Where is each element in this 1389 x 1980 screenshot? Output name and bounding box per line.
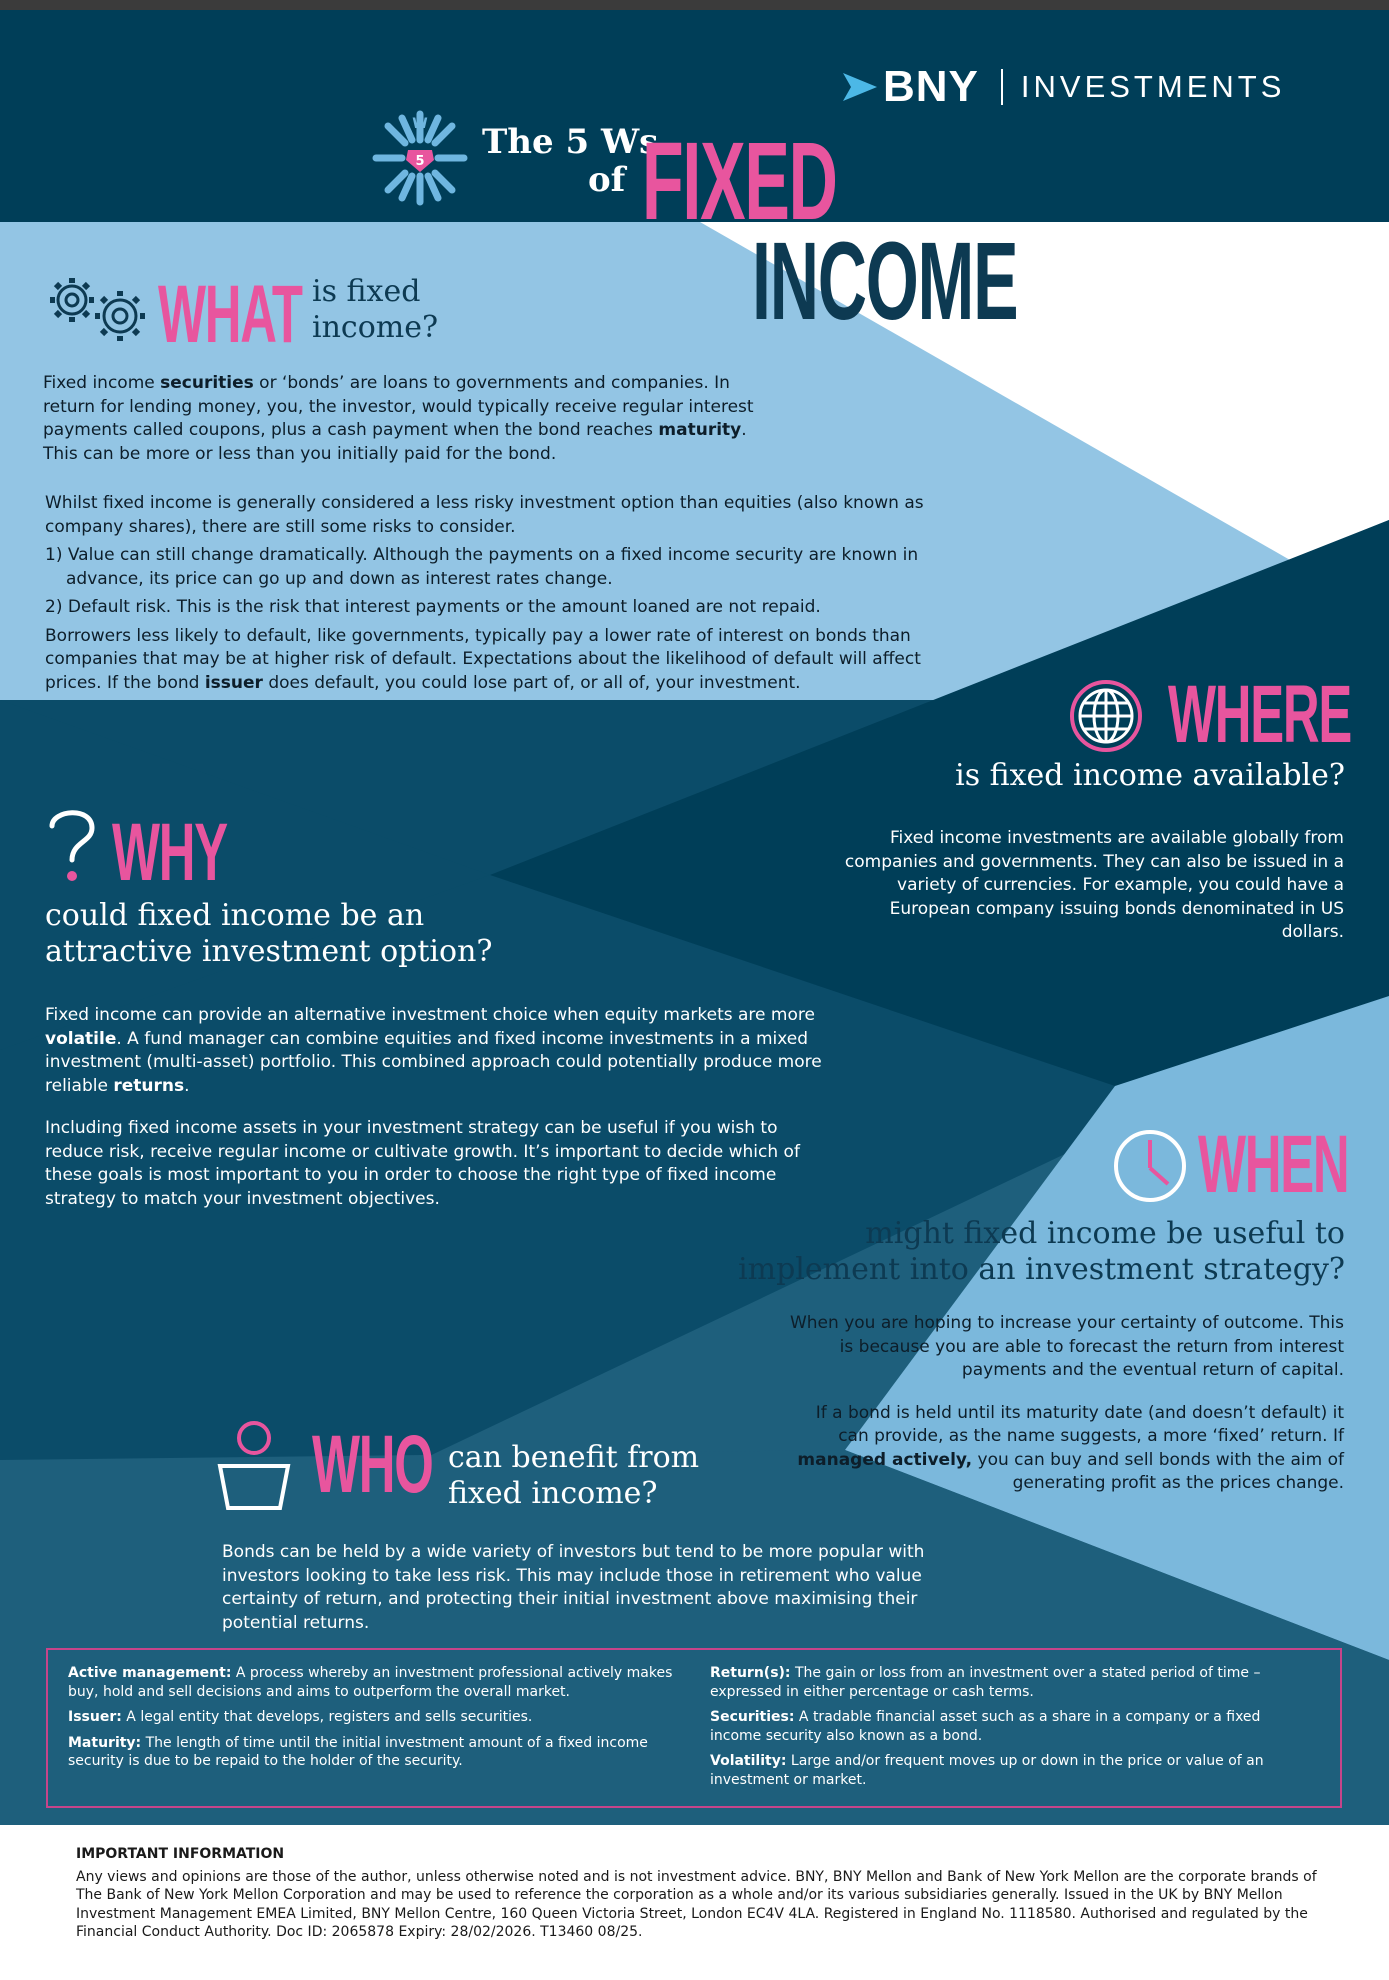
who-body: Bonds can be held by a wide variety of investors but tend to be more popular with investors looking to take less risk. This may include those in retirement who value certainty of return, and protecting their initial investment above maximising their potential returns. [222,1542,925,1633]
who-subheading: can benefit from fixed income? [448,1440,700,1511]
brand-divider [1001,69,1003,105]
glossary-item: Volatility: Large and/or frequent moves up or down in the price or value of an investment or market. [710,1753,1264,1788]
glossary-left [68,1664,688,1778]
glossary-item: Securities: A tradable financial asset such as a share in a company or a fixed income security also known as a bond. [710,1709,1261,1744]
where-subheading: is fixed income available? [955,758,1345,793]
title-line1: The 5 Ws [482,122,659,162]
why-subheading: could fixed income be an attractive investment option? [45,898,493,969]
glossary-box [46,1648,1342,1808]
title-income: INCOME [752,220,1018,343]
why-body: Fixed income can provide an alternative investment choice when equity markets are more volatile. A fund manager can combine equities and fixed income investments in a mixed investment (multi-asset) portfolio. This combined approach could potentially produce more reliable returns. Including fixed income assets in your investment strategy can be useful if you wish to reduce risk, receive regular income or cultivate growth. It’s important to decide which of these goals is most important to you in order to choose the right type of fixed income strategy to match your investment objectives. [45,1005,822,1209]
glossary-item: Maturity: The length of time until the initial investment amount of a fixed income security is due to be repaid to the holder of the security. [68,1734,648,1769]
brand-name: BNY [883,62,979,111]
what-subheading: is fixed income? [312,274,439,345]
glossary-right [710,1664,1300,1796]
glossary-item: Active management: A process whereby an investment professional actively makes buy, hold and sell decisions and aims to outperform the overall market. [68,1665,673,1700]
what-body-2: Whilst fixed income is generally considered a less risky investment option than equities (also known as company shares), there are still some risks to consider. 1) Value can still change dramatically. Although the payments on a fixed income security are known in advance, its price can go up and down as interest rates change. 2) Default risk. This is the risk that interest payments or the amount loaned are not repaid. Borrowers less likely to default, like governments, typically pay a lower rate of interest on bonds than companies that may be at higher risk of default. Expectations about the likelihood of default will affect prices. If the bond issuer does default, you could lose part of, or all of, your investment. [45,493,924,693]
who-heading: WHO [312,1419,433,1510]
when-subheading: might fixed income be useful to implement into an investment strategy? [738,1216,1345,1287]
where-body: Fixed income investments are available globally from companies and governments. They can also be issued in a variety of currencies. For example, you could have a European company issuing bonds denominated in US dollars. [844,828,1344,942]
svg-text:5: 5 [415,154,425,169]
glossary-item: Issuer: A legal entity that develops, registers and sells securities. [68,1709,533,1725]
title-fixed: FIXED [642,120,837,243]
important-heading: IMPORTANT INFORMATION [76,1846,285,1862]
gears-icon [42,272,150,346]
globe-icon [1068,678,1144,754]
five-ws-star-icon [372,110,468,206]
important-information [76,1845,1326,1942]
what-body-1: Fixed income securities or ‘bonds’ are loans to governments and companies. In return for lending money, you, the investor, would typically receive regular interest payments called coupons, plus a cash payment when the bond reaches maturity. This can be more or less than you initially paid for the bond. [43,373,754,464]
why-heading: WHY [112,807,227,898]
brand-logo [843,62,1285,112]
glossary-item: Return(s): The gain or loss from an investment over a stated period of time – expressed in either percentage or cash terms. [710,1665,1261,1700]
when-heading: WHEN [1198,1119,1349,1210]
when-body: When you are hoping to increase your certainty of outcome. This is because you are able to forecast the return from interest payments and the eventual return of capital. If a bond is held until its maturity date (and doesn’t default) it can provide, as the name suggests, a more ‘fixed’ return. If managed actively, you can buy and sell bonds with the aim of generating profit as the prices change. [789,1313,1344,1493]
brand-division: INVESTMENTS [1020,69,1286,104]
brand-arrow-icon [843,73,877,101]
svg-text:W: W [412,116,428,132]
important-text: Any views and opinions are those of the author, unless otherwise noted and is not investment advice. BNY, BNY Mellon and Bank of New York Mellon are the corporate brands of The Bank of New York Mellon Corporation and may be used to reference the corporation as a whole and/or its various subsidiaries generally. Issued in the UK by BNY Mellon Investment Management EMEA Limited, BNY Mellon Centre, 160 Queen Victoria Street, London EC4V 4LA. Registered in England No. 1118580. Authorised and regulated by the Financial Conduct Authority. Doc ID: 2065878 Expiry: 28/02/2026. T13460 08/25. [76,1868,1317,1940]
title-line2: of [588,160,626,200]
clock-icon [1112,1128,1188,1204]
where-heading: WHERE [1168,669,1352,760]
person-icon [214,1420,294,1514]
question-mark-icon [44,804,100,884]
what-heading: WHAT [158,269,302,360]
